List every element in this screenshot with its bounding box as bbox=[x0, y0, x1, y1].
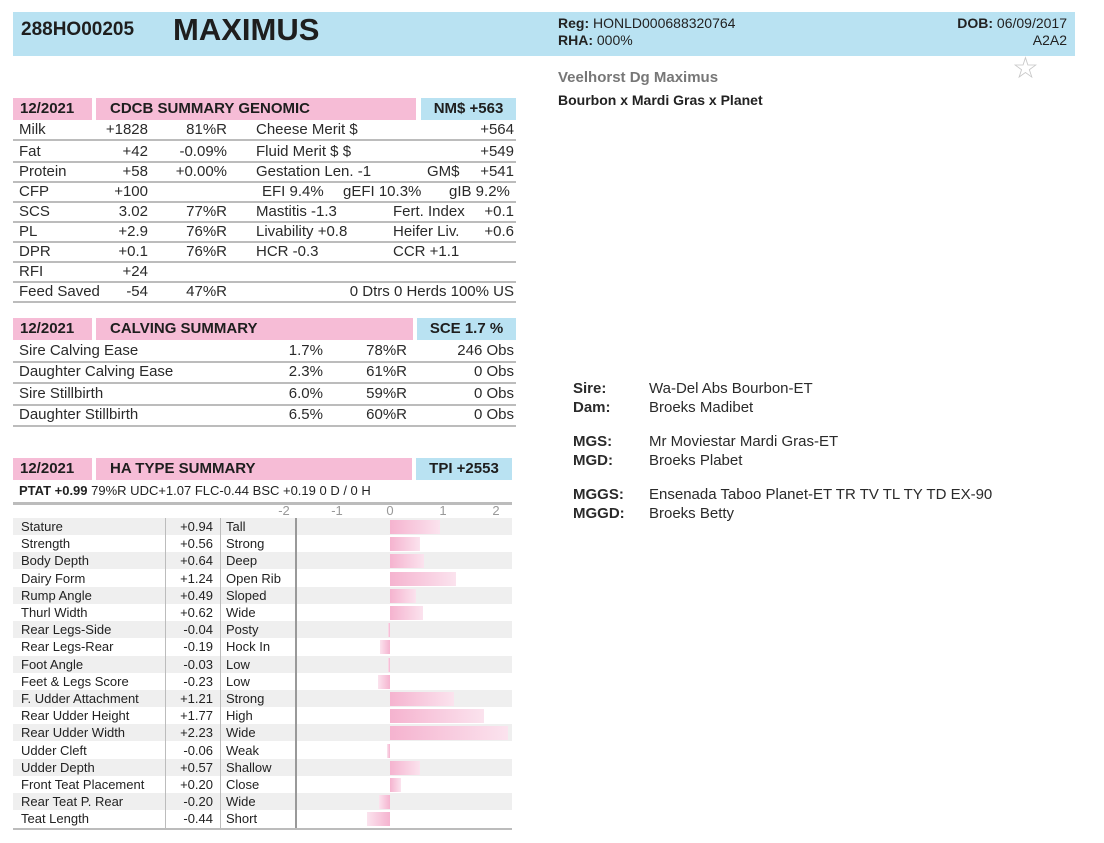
calving-cell: 6.5% bbox=[288, 406, 323, 423]
genomic-cell: 3.02 bbox=[118, 203, 148, 220]
calving-title: CALVING SUMMARY bbox=[96, 318, 413, 340]
rha-value: 000% bbox=[596, 32, 633, 48]
genomic-title: CDCB SUMMARY GENOMIC bbox=[96, 98, 416, 120]
pedigree-value: Broeks Betty bbox=[649, 505, 735, 522]
trait-row bbox=[13, 707, 512, 724]
trait-bar bbox=[390, 692, 454, 706]
calving-cell: 61%R bbox=[366, 363, 407, 380]
genomic-cell: GM$ bbox=[427, 163, 460, 180]
trait-row bbox=[13, 742, 512, 759]
genomic-cell: +0.1 bbox=[118, 243, 148, 260]
calving-cell: 0 Obs bbox=[473, 385, 514, 402]
genomic-cell: +24 bbox=[122, 263, 148, 280]
genomic-cell: 77%R bbox=[186, 203, 227, 220]
trait-descriptor: High bbox=[226, 708, 253, 724]
trait-value: +2.23 bbox=[180, 725, 213, 741]
trait-descriptor: Hock In bbox=[226, 639, 271, 655]
trait-value: +0.94 bbox=[180, 519, 213, 534]
trait-descriptor: Wide bbox=[226, 794, 256, 810]
trait-bar bbox=[367, 812, 390, 826]
genomic-cell: Cheese Merit $ bbox=[256, 121, 358, 138]
genomic-cell: Milk bbox=[19, 121, 46, 138]
pedigree-label: MGGD: bbox=[573, 505, 625, 522]
calving-cell: Daughter Calving Ease bbox=[19, 363, 174, 380]
trait-value: +0.49 bbox=[180, 587, 213, 603]
trait-descriptor: Weak bbox=[226, 742, 259, 758]
trait-descriptor: Low bbox=[226, 656, 250, 672]
genomic-row bbox=[13, 243, 516, 263]
genomic-cell: +100 bbox=[114, 183, 148, 200]
trait-descriptor: Wide bbox=[226, 725, 256, 741]
chart-axis-divider bbox=[295, 518, 297, 829]
trait-row bbox=[13, 759, 512, 776]
ptat-line bbox=[19, 483, 371, 498]
genomic-row bbox=[13, 121, 516, 141]
genomic-cell: Livability +0.8 bbox=[256, 223, 348, 240]
calving-date: 12/2021 bbox=[13, 318, 92, 340]
trait-descriptor: Strong bbox=[226, 536, 265, 552]
genomic-cell: +549 bbox=[480, 143, 514, 160]
trait-name: Udder Cleft bbox=[21, 742, 87, 758]
genomic-cell: Fat bbox=[19, 143, 41, 160]
trait-bar bbox=[390, 606, 423, 620]
trait-value: -0.23 bbox=[183, 673, 213, 689]
genomic-row bbox=[13, 263, 516, 283]
column-divider bbox=[165, 518, 166, 829]
trait-name: Body Depth bbox=[21, 553, 89, 569]
trait-name: Foot Angle bbox=[21, 656, 84, 672]
genomic-cell: Protein bbox=[19, 163, 67, 180]
trait-row bbox=[13, 621, 512, 638]
genomic-cell: gEFI 10.3% bbox=[343, 183, 422, 200]
nm-dollar-index: NM$ +563 bbox=[421, 98, 516, 120]
trait-descriptor: Close bbox=[226, 777, 260, 792]
trait-value: -0.04 bbox=[183, 622, 213, 638]
genomic-row bbox=[13, 143, 516, 163]
trait-bar bbox=[390, 709, 484, 723]
genomic-cell: +1828 bbox=[105, 121, 148, 138]
trait-value: -0.44 bbox=[183, 811, 213, 827]
pedigree-value: Broeks Madibet bbox=[649, 399, 754, 416]
ptat-details: 79%R UDC+1.07 FLC-0.44 BSC +0.19 0 D / 0 H bbox=[91, 483, 371, 498]
trait-row bbox=[13, 535, 512, 552]
trait-descriptor: Wide bbox=[226, 605, 256, 620]
genomic-cell: SCS bbox=[19, 203, 50, 220]
trait-bar bbox=[390, 726, 508, 740]
trait-row bbox=[13, 690, 512, 707]
registration-info: Reg: HONLD000688320764 RHA: 000% bbox=[558, 15, 736, 48]
genomic-cell: +42 bbox=[122, 143, 148, 160]
trait-row bbox=[13, 552, 512, 569]
calving-row bbox=[13, 342, 516, 363]
scale-tick-label: -1 bbox=[331, 503, 343, 518]
calving-cell: 78%R bbox=[366, 342, 407, 359]
trait-name: Rear Teat P. Rear bbox=[21, 794, 124, 810]
pedigree-label: MGS: bbox=[573, 433, 613, 450]
genomic-row bbox=[13, 283, 516, 303]
calving-cell: Sire Calving Ease bbox=[19, 342, 139, 359]
trait-bar bbox=[390, 589, 416, 603]
genomic-cell: -0.09% bbox=[179, 143, 227, 160]
scale-tick-label: 1 bbox=[439, 503, 447, 518]
calving-cell: 246 Obs bbox=[457, 342, 514, 359]
genomic-cell: +541 bbox=[480, 163, 514, 180]
genomic-cell: PL bbox=[19, 223, 38, 240]
trait-bar bbox=[390, 537, 420, 551]
genomic-cell: +0.6 bbox=[484, 223, 514, 240]
calving-row bbox=[13, 363, 516, 384]
trait-name: Feet & Legs Score bbox=[21, 673, 129, 689]
genomic-cell: Mastitis -1.3 bbox=[256, 203, 337, 220]
trait-name: Teat Length bbox=[21, 811, 89, 827]
type-bottom-divider bbox=[13, 828, 512, 830]
trait-descriptor: Shallow bbox=[226, 759, 272, 775]
genomic-row bbox=[13, 163, 516, 183]
trait-descriptor: Tall bbox=[226, 519, 246, 534]
genomic-cell: +58 bbox=[122, 163, 148, 180]
reg-number: HONLD000688320764 bbox=[593, 15, 736, 31]
trait-value: -0.19 bbox=[183, 639, 213, 655]
calving-cell: 2.3% bbox=[288, 363, 323, 380]
column-divider bbox=[220, 518, 221, 829]
genomic-cell: 81%R bbox=[186, 121, 227, 138]
trait-bar bbox=[390, 572, 456, 586]
genomic-cell: RFI bbox=[19, 263, 44, 280]
genomic-cell: 76%R bbox=[186, 223, 227, 240]
trait-row bbox=[13, 638, 512, 655]
trait-bar bbox=[390, 554, 424, 568]
genomic-cell: Feed Saved bbox=[19, 283, 100, 300]
trait-bar bbox=[380, 640, 390, 654]
trait-descriptor: Low bbox=[226, 673, 250, 689]
tpi-index: TPI +2553 bbox=[416, 458, 512, 480]
trait-name: Front Teat Placement bbox=[21, 777, 145, 792]
calving-row bbox=[13, 385, 516, 406]
genomic-cell: DPR bbox=[19, 243, 51, 260]
trait-value: -0.03 bbox=[183, 656, 213, 672]
trait-row bbox=[13, 724, 512, 741]
calving-cell: 0 Obs bbox=[473, 363, 514, 380]
trait-row bbox=[13, 793, 512, 810]
calving-cell: 6.0% bbox=[288, 385, 323, 402]
genomic-row bbox=[13, 183, 516, 203]
genomic-cell: +564 bbox=[480, 121, 514, 138]
trait-name: Rear Udder Height bbox=[21, 708, 130, 724]
scale-tick-label: -2 bbox=[278, 503, 290, 518]
sire-header bbox=[13, 12, 1075, 56]
trait-bar bbox=[390, 778, 401, 792]
type-trait-chart bbox=[13, 502, 512, 829]
genomic-cell: gIB 9.2% bbox=[449, 183, 510, 200]
calving-cell: Daughter Stillbirth bbox=[19, 406, 139, 423]
trait-value: -0.20 bbox=[183, 794, 213, 810]
genomic-date: 12/2021 bbox=[13, 98, 92, 120]
trait-bar bbox=[388, 623, 390, 637]
type-date: 12/2021 bbox=[13, 458, 92, 480]
calving-cell: 60%R bbox=[366, 406, 407, 423]
genomic-cell: -54 bbox=[126, 283, 148, 300]
scale-tick-label: 2 bbox=[492, 503, 500, 518]
registered-name: Veelhorst Dg Maximus bbox=[558, 69, 719, 86]
genomic-cell: +2.9 bbox=[118, 223, 148, 240]
genomic-row bbox=[13, 203, 516, 223]
trait-bar bbox=[378, 675, 390, 689]
trait-descriptor: Strong bbox=[226, 691, 265, 706]
trait-bar bbox=[388, 658, 390, 672]
pedigree-value: Mr Moviestar Mardi Gras-ET bbox=[649, 433, 839, 450]
genomic-section-header bbox=[13, 98, 515, 120]
pedigree-value: Wa-Del Abs Bourbon-ET bbox=[649, 380, 813, 397]
trait-name: Thurl Width bbox=[21, 605, 88, 620]
trait-name: Rump Angle bbox=[21, 587, 92, 603]
pedigree-label: MGD: bbox=[573, 452, 613, 469]
pedigree-label: Sire: bbox=[573, 380, 607, 397]
trait-name: Rear Legs-Side bbox=[21, 622, 112, 638]
trait-descriptor: Open Rib bbox=[226, 570, 281, 586]
trait-value: +0.20 bbox=[180, 777, 213, 792]
genomic-cell: HCR -0.3 bbox=[256, 243, 319, 260]
calving-cell: Sire Stillbirth bbox=[19, 385, 104, 402]
genomic-cell: 0 Dtrs 0 Herds 100% US bbox=[349, 283, 514, 300]
trait-name: Dairy Form bbox=[21, 570, 86, 586]
genomic-cell: 76%R bbox=[186, 243, 227, 260]
pedigree-value: Broeks Plabet bbox=[649, 452, 743, 469]
trait-value: +0.56 bbox=[180, 536, 213, 552]
genomic-cell: CFP bbox=[19, 183, 49, 200]
trait-name: Rear Udder Width bbox=[21, 725, 126, 741]
trait-value: -0.06 bbox=[183, 742, 213, 758]
trait-row bbox=[13, 604, 512, 621]
star-outline-icon[interactable]: ☆ bbox=[1012, 52, 1039, 85]
trait-row bbox=[13, 570, 512, 587]
genomic-cell: Gestation Len. -1 bbox=[256, 163, 372, 180]
genomic-cell: +0.1 bbox=[484, 203, 514, 220]
type-title: HA TYPE SUMMARY bbox=[96, 458, 412, 480]
trait-name: Rear Legs-Rear bbox=[21, 639, 114, 655]
sire-id: 288HO00205 bbox=[21, 19, 135, 40]
trait-row bbox=[13, 587, 512, 604]
genomic-row bbox=[13, 223, 516, 243]
ptat-value: PTAT +0.99 bbox=[19, 483, 88, 498]
trait-bar bbox=[390, 520, 440, 534]
genomic-cell: Fert. Index bbox=[393, 203, 465, 220]
genomic-cell: CCR +1.1 bbox=[393, 243, 460, 260]
genotype: A2A2 bbox=[1032, 32, 1067, 48]
calving-cell: 1.7% bbox=[288, 342, 323, 359]
trait-value: +0.64 bbox=[180, 553, 213, 569]
genomic-cell: Heifer Liv. bbox=[393, 223, 460, 240]
pedigree-label: MGGS: bbox=[573, 486, 624, 503]
calving-section-header bbox=[13, 318, 515, 340]
trait-row bbox=[13, 656, 512, 673]
trait-bar bbox=[390, 761, 420, 775]
trait-value: +1.21 bbox=[180, 691, 213, 706]
trait-bar bbox=[379, 795, 390, 809]
trait-descriptor: Posty bbox=[226, 622, 259, 638]
trait-descriptor: Short bbox=[226, 811, 258, 827]
trait-name: Stature bbox=[21, 519, 63, 534]
calving-cell: 59%R bbox=[366, 385, 407, 402]
sce-index: SCE 1.7 % bbox=[417, 318, 516, 340]
trait-descriptor: Deep bbox=[226, 553, 258, 569]
pedigree-value: Ensenada Taboo Planet-ET TR TV TL TY TD EX-90 bbox=[649, 486, 993, 503]
trait-name: F. Udder Attachment bbox=[21, 691, 139, 706]
dob-info: DOB: 06/09/2017 A2A2 bbox=[957, 15, 1067, 48]
sire-name: MAXIMUS bbox=[173, 12, 320, 47]
trait-row bbox=[13, 810, 512, 827]
trait-name: Strength bbox=[21, 536, 71, 552]
type-section-header bbox=[13, 458, 515, 480]
genomic-cell: Fluid Merit $ $ bbox=[256, 143, 352, 160]
trait-value: +0.62 bbox=[180, 605, 213, 620]
calving-cell: 0 Obs bbox=[473, 406, 514, 423]
pedigree-label: Dam: bbox=[573, 399, 611, 416]
trait-row bbox=[13, 673, 512, 690]
trait-descriptor: Sloped bbox=[226, 587, 267, 603]
trait-row bbox=[13, 776, 512, 793]
trait-name: Udder Depth bbox=[21, 759, 95, 775]
scale-tick-label: 0 bbox=[386, 503, 394, 518]
trait-value: +0.57 bbox=[180, 759, 213, 775]
genomic-cell: +0.00% bbox=[175, 163, 227, 180]
genomic-cell: EFI 9.4% bbox=[262, 183, 324, 200]
genomic-cell: 47%R bbox=[186, 283, 227, 300]
calving-row bbox=[13, 406, 516, 427]
trait-value: +1.24 bbox=[180, 570, 213, 586]
trait-bar bbox=[387, 744, 390, 758]
trait-value: +1.77 bbox=[180, 708, 213, 724]
sire-stack: Bourbon x Mardi Gras x Planet bbox=[558, 92, 763, 108]
dob-value: 06/09/2017 bbox=[996, 15, 1067, 31]
trait-row bbox=[13, 518, 512, 535]
